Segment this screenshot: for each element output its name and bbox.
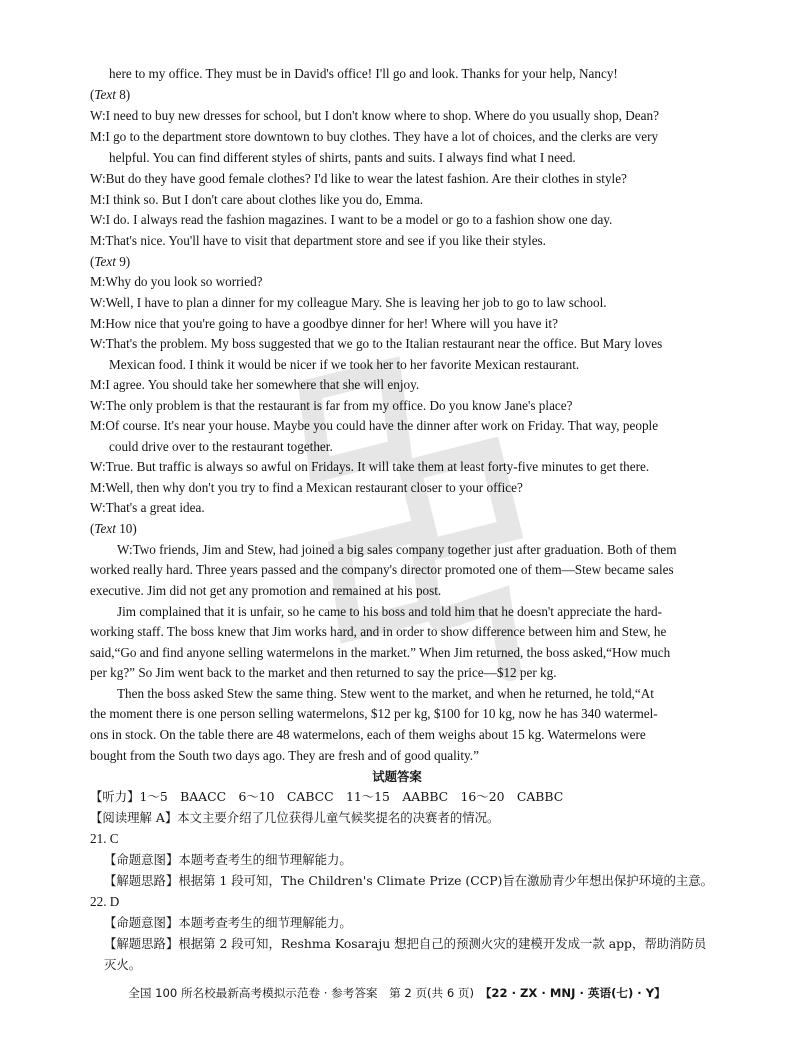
text10-line: executive. Jim did not get any promotion and remained at his post.: [90, 583, 442, 598]
text9-line: M:How nice that you're going to have a goodbye dinner for her! Where will you have it?: [90, 316, 558, 331]
reading-a-summary: 【阅读理解 A】本文主要介绍了几位获得儿童气候奖提名的决赛者的情况。: [90, 810, 500, 825]
text9-line: M:Well, then why don't you try to find a Mexican restaurant closer to your office?: [90, 480, 523, 495]
text10-line: Jim complained that it is unfair, so he came to his boss and told him that he doesn't appreciate the hard-: [117, 604, 662, 619]
question-reasoning: 【解题思路】根据第 2 段可知，Reshma Kosaraju 想把自己的预测火灾的建模开发成一款 app，帮助消防员: [104, 936, 707, 951]
question-intent: 【命题意图】本题考查考生的细节理解能力。: [104, 852, 352, 867]
text8-line: M:That's nice. You'll have to visit that department store and see if you like their styles.: [90, 233, 546, 248]
text8-line: W:I do. I always read the fashion magazines. I want to be a model or go to a fashion show one day.: [90, 212, 613, 227]
question-number: 21. C: [90, 831, 119, 846]
text9-line: could drive over to the restaurant together.: [109, 439, 333, 454]
text10-line: worked really hard. Three years passed and the company's director promoted one of them—Stew became sales: [90, 562, 674, 577]
text8-line: helpful. You can find different styles of shirts, pants and suits. I always find what I need.: [109, 150, 576, 165]
text8-line: M:I think so. But I don't care about clothes like you do, Emma.: [90, 192, 424, 207]
text10-label: (Text 10): [90, 521, 137, 536]
text10-line: Then the boss asked Stew the same thing. Stew went to the market, and when he returned, he told,“At: [117, 686, 654, 701]
listening-answers: 【听力】1～5 BAACC 6～10 CABCC 11～15 AABBC 16～20 CABBC: [90, 789, 564, 804]
text8-line: M:I go to the department store downtown to buy clothes. They have a lot of choices, and the clerks are very: [90, 129, 659, 144]
question-reasoning-continued: 灭火。: [104, 957, 142, 972]
text10-line: working staff. The boss knew that Jim works hard, and in order to show difference between him and Stew, he: [90, 624, 667, 639]
footer-code: 【22 · ZX · MNJ · 英语(七) · Y】: [485, 986, 666, 1000]
question-reasoning: 【解题思路】根据第 1 段可知，The Children's Climate Prize (CCP)旨在激励青少年想出保护环境的主意。: [104, 873, 714, 888]
answers-heading: 试题答案: [372, 769, 422, 784]
text10-line: W:Two friends, Jim and Stew, had joined a big sales company together just after graduation. Both of them: [117, 542, 677, 557]
text9-line: W:Well, I have to plan a dinner for my colleague Mary. She is leaving her job to go to law school.: [90, 295, 607, 310]
text10-line: ons in stock. On the table there are 48 watermelons, each of them weighs about 15 kg. Watermelons were: [90, 727, 646, 742]
question-intent: 【命题意图】本题考查考生的细节理解能力。: [104, 915, 352, 930]
text8-line: W:But do they have good female clothes? I'd like to wear the latest fashion. Are their clothes in style?: [90, 171, 627, 186]
text9-line: M:Of course. It's near your house. Maybe you could have the dinner after work on Friday. That way, people: [90, 418, 659, 433]
text7-continuation: here to my office. They must be in David's office! I'll go and look. Thanks for your help, Nancy!: [109, 66, 618, 81]
text9-line: W:The only problem is that the restaurant is far from my office. Do you know Jane's place?: [90, 398, 573, 413]
text10-line: said,“Go and find anyone selling watermelons in the market.” When Jim returned, the boss asked,“How much: [90, 645, 671, 660]
page-footer: 全国 100 所名校最新高考模拟示范卷 · 参考答案 第 2 页(共 6 页) 【22 · ZX · MNJ · 英语(七) · Y】: [128, 986, 666, 1000]
text10-line: per kg?” So Jim went back to the market and then returned to say the price—$12 per kg.: [90, 665, 557, 680]
text9-label: (Text 9): [90, 254, 131, 269]
text9-line: W:That's the problem. My boss suggested that we go to the Italian restaurant near the office. But Mary loves: [90, 336, 663, 351]
question-number: 22. D: [90, 894, 120, 909]
text9-line: M:Why do you look so worried?: [90, 274, 263, 289]
text10-line: bought from the South two days ago. They are fresh and of good quality.”: [90, 748, 479, 763]
text10-line: the moment there is one person selling watermelons, $12 per kg, $100 for 10 kg, now he has 340 watermel-: [90, 706, 658, 721]
text9-line: W:That's a great idea.: [90, 500, 205, 515]
text8-label: (Text 8): [90, 87, 131, 102]
text9-line: M:I agree. You should take her somewhere that she will enjoy.: [90, 377, 420, 392]
text8-line: W:I need to buy new dresses for school, but I don't know where to shop. Where do you usually shop, Dean?: [90, 108, 659, 123]
text9-line: W:True. But traffic is always so awful on Fridays. It will take them at least forty-five minutes to get there.: [90, 459, 650, 474]
text9-line: Mexican food. I think it would be nicer if we took her to her favorite Mexican restaurant.: [109, 357, 580, 372]
